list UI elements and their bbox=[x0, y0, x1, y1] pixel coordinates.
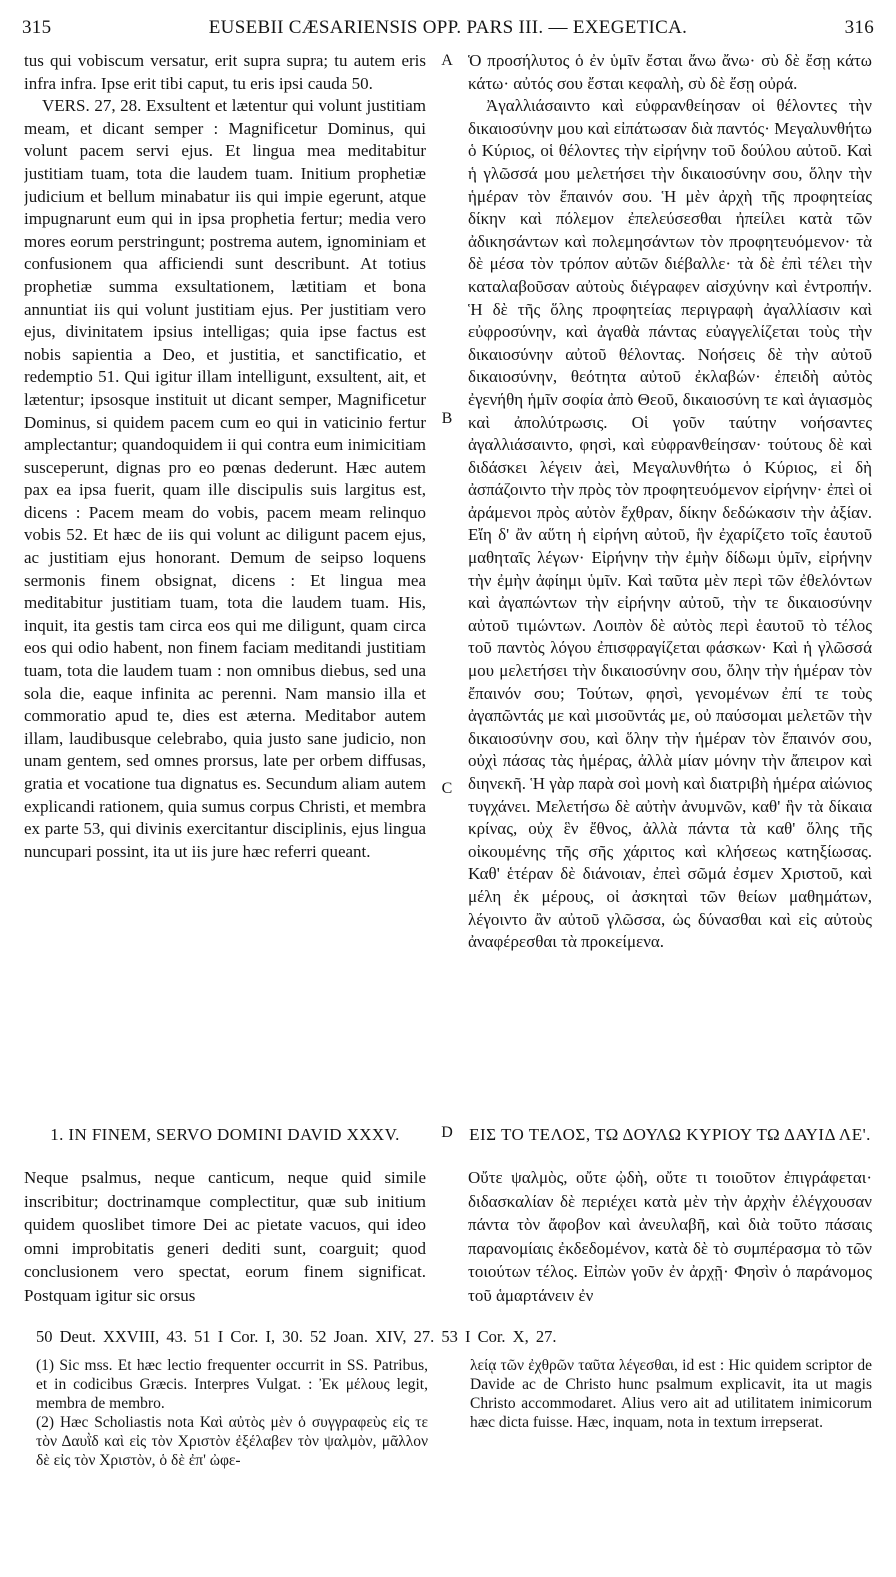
footnote-continuation: λείᾳ τῶν ἐχθρῶν ταῦτα λέγεσθαι, id est : Hic quidem scriptor de Davide ac de Christo hunc psalmum explicavit, ita ut magis Christo accommodaret. Alius vero ait ad utilitatem inimicorum hæc dicta fuisse. Hæc, inquam, nota in textum irrepserat. bbox=[470, 1357, 872, 1431]
latin-section-text: Neque psalmus, neque canticum, neque quid simile inscribitur; doctrinamque complectitur, quæ sub initium quidem quoslibet timore Dei ac pietate vacuos, qui ideo omni improbitatis generi dediti sunt, coarguit; quod conclusionem vero spectat, eorum finem significat. Postquam igitur sic orsus bbox=[24, 1168, 426, 1305]
margin-marker-a: A bbox=[441, 52, 453, 69]
latin-paragraph: tus qui vobiscum versatur, erit supra supra; tu autem eris infra infra. Ipse erit tibi caput, tu eris ipsi cauda 50. bbox=[24, 51, 426, 93]
footnote: (2) Hæc Scholiastis nota Καὶ αὐτὸς μὲν ὁ συγγραφεὺς εἰς τε τὸν Δαυῒδ καὶ εἰς τὸν Χριστὸν ἐξέλαβεν τὸν ψαλμὸν, μᾶλλον δὲ εἰς τὸν Χριστὸν, ὁ δὲ ἐπ' ὠφε- bbox=[36, 1414, 428, 1469]
footnotes-left bbox=[36, 1356, 428, 1470]
running-title: EUSEBII CÆSARIENSIS OPP. PARS III. — EXEGETICA. bbox=[208, 17, 688, 38]
margin-marker-b: B bbox=[441, 410, 453, 427]
latin-paragraph: VERS. 27, 28. Exsultent et lætentur qui volunt justitiam meam, et dicant semper : Magnificetur Dominus, qui volunt pacem servi ejus. Et lingua mea meditabitur justitiam tuam, tota die laudem tuam. Initium prophetiæ judicium et bellum minabatur iis qui impie egerunt, atque impugnarunt eum qui in ipsa prophetia fertur; media vero mores eorum perstringunt; postrema autem, ignominiam et confusionem qua afficiendi sunt describunt. At totius prophetiæ summa exsultationem, lætitiam et bona annuntiat iis qui volunt justitiam ejus. Per justitiam vero ejus, divinitatem ipsius intelligas; quia ipse factus est nobis sapientia a Deo, et justitia, et sanctificatio, et redemptio 51. Qui igitur illam intelligunt, exsultent, ait, et lætentur; ipsosque instituit ut dicant semper, Magnificetur Dominus, si quidem pacem cum eo qui in vaticinio fertur amplectantur; quandoquidem ii qui contra eum inimicitiam susceperunt, dignas pro eo pœnas dederunt. Hæc autem pax ea ipsa fuerit, quam ille discipulis suis largitus est, dicens : Pacem meam do vobis, pacem meam relinquo vobis 52. Et hæc de iis qui volunt ac diligunt pacem ejus, ac justitiam ejus honorant. Demum de seipso loquens sermonis finem obsignat, dicens : Et lingua mea meditabitur justitiam tuam, tota die laudem tuam. His, inquit, ita gestis tam circa eos qui me diligunt, quam circa eos qui odio habent, non finem faciam meditandi justitiam tuam, tota die laudem tuam : non omnibus diebus, sed una sola die, eaque infinita ac perenni. Nam mansio illa et commoratio apud te, dies est æterna. Meditabor autem illam, laudibusque celebrabo, quia justo sane judicio, non unam gentem, sed omnes prorsus, late per orbem diffusas, gratia et vocatione tua dignatus es. Secundum aliam autem explicandi rationem, quia sumus corpus Christi, et membra ex parte 53, qui divinis exercitantur disciplinis, ejus lingua nuncupari possint, ita ut iis jure hæc referri queant. bbox=[24, 96, 426, 861]
latin-column bbox=[24, 50, 426, 1080]
greek-section-text: Οὔτε ψαλμὸς, οὔτε ᾠδὴ, οὔτε τι τοιοῦτον ἐπιγράφεται· διδασκαλίαν δὲ περιέχει κατὰ μὲν τὴν ἀρχὴν ἐλέγχουσαν πάντα τὸν ἄφοβον καὶ ἀνευλαβῆ, καὶ διὰ τοῦτο πάσαις παρανομίαις ἐκδεδομένον, κατὰ δὲ τὸ συμπέρασμα τὸ τῶν τοιούτων τέλος. Εἰπὼν γοῦν ἐν ἀρχῇ· Φησὶν ὁ παράνομος τοῦ ἁμαρτάνειν ἐν bbox=[468, 1168, 872, 1305]
footnotes-right bbox=[470, 1356, 872, 1432]
margin-marker-d: D bbox=[441, 1124, 453, 1141]
page-number-right: 316 bbox=[844, 17, 874, 38]
greek-paragraph: Ἀγαλλιάσαιντο καὶ εὐφρανθείησαν οἱ θέλοντες τὴν δικαιοσύνην μου καὶ εἰπάτωσαν διὰ παντός· Μεγαλυνθήτω ὁ Κύριος, οἱ θέλοντες τὴν εἰρήνην τοῦ δούλου αὐτοῦ. Καὶ ἡ γλῶσσά μου μελετήσει τὴν δικαιοσύνην σου, ὅλην τὴν ἡμέραν τὸν ἔπαινόν σου. Ἡ μὲν ἀρχὴ τῆς προφητείας δίκην καὶ πόλεμον ἐπελεύσεσθαι ἠπείλει κατὰ τῶν ἀδικησάντων καὶ πολεμησάντων τὸν προφητευόμενον· τὰ δὲ μέσα τὸν τρόπον αὐτῶν διέβαλλε· τὰ δὲ ἐπὶ τέλει τὴν καταλαβοῦσαν αὐτοὺς διέγραφεν αἰσχύνην καὶ ἐντροπήν. Ἡ δὲ τῆς ὅλης προφητείας περιγραφὴ ἀγαλλίασιν καὶ εὐφροσύνην, καὶ ἀγαθὰ πάντας εὐαγγελίζεται τοὺς τὴν δικαιοσύνην αὐτοῦ θέλοντας. Νοήσεις δὲ τὴν αὐτοῦ δικαιοσύνην, θεότητα αὐτοῦ ἐκλαβών· ἐπειδὴ αὐτὸς ἐγενήθη ἡμῖν σοφία ἀπὸ Θεοῦ, δικαιοσύνη τε καὶ ἁγιασμὸς καὶ ἀπολύτρωσις. Οἱ γοῦν ταύτην νοήσαντες ἀγαλλιάσαιντο, φησὶ, καὶ εὐφρανθείησαν· τούτους δὲ καὶ διδάσκει λέγειν ἀεὶ, Μεγαλυνθήτω ὁ Κύριος, εἰ δὴ ἀσπάζοιντο τὴν πρὸς τὸν προφητευόμενον εἰρήνην· ἐπεὶ οἱ ἀράμενοι πρὸς αὐτὸν ἔχθραν, δίκην δεδώκασιν τὴν ἀξίαν. Εἴη δ' ἂν αὕτη ἡ εἰρήνη αὐτοῦ, ἣν ἐχαρίζετο τοῖς ἑαυτοῦ μαθηταῖς λέγων· Εἰρήνην τὴν ἐμὴν δίδωμι ὑμῖν, εἰρήνην τὴν ἐμὴν ἀφίημι ὑμῖν. Καὶ ταῦτα μὲν περὶ τῶν ἐθελόντων καὶ ἀγαπώντων τὴν εἰρήνην αὐτοῦ, τὴν τε δικαιοσύνην αὐτοῦ τιμώντων. Λοιπὸν δὲ αὐτὸς περὶ ἑαυτοῦ τὸ τέλος τοῦ παντὸς λόγου ἐπισφραγίζεται φάσκων· Καὶ ἡ γλῶσσά μου μελετήσει τὴν δικαιοσύνην σου, ὅλην τὴν ἡμέραν τὸν ἔπαινόν σου; Τούτων, φησὶ, γενομένων ἐπί τε τοὺς ἀγαπῶντάς με καὶ μισοῦντάς με, οὐ παύσομαι μελετῶν τὴν δικαιοσύνην σου, καὶ ὅλην τὴν ἡμέραν τὸν ἔπαινόν σου, οὐχὶ πάσας τὰς ἡμέρας, ἀλλὰ μίαν μόνην τὴν ἄπειρον καὶ διηνεκῆ. Ἡ γὰρ παρὰ σοὶ μονὴ καὶ διατριβὴ ἡμέρα αἰώνιος τυγχάνει. Μελετήσω δὲ αὐτὴν ἀνυμνῶν, καθ' ἣν τὰ δίκαια κρίνας, οὐχ ἓν ἔθνος, ἀλλὰ πάντα τὰ καθ' ὅλης τῆς οἰκουμένης τῆς σῆς χάριτος καὶ κλήσεως κατηξίωσας. Καθ' ἑτέραν δὲ διάνοιαν, ἐπεὶ σῶμά ἐσμεν Χριστοῦ, καὶ μέλη ἐκ μέρους, οἱ ἀσκηταὶ τῶν θείων μαθημάτων, λέγοιντο ἂν αὐτοῦ γλῶσσα, ὡς δύνασθαι καὶ εἰς αὐτοὺς ἀναφέρεσθαι τὰ προκείμενα. bbox=[468, 96, 872, 952]
running-header bbox=[22, 14, 874, 42]
greek-paragraph: Ὁ προσήλυτος ὁ ἐν ὑμῖν ἔσται ἄνω ἄνω· σὺ δὲ ἔσῃ κάτω κάτω· αὐτός σου ἔσται κεφαλὴ, σὺ δὲ ἔσῃ οὐρά. bbox=[468, 51, 872, 93]
greek-section-heading: ΕΙΣ ΤΟ ΤΕΛΟΣ, ΤΩ ΔΟΥΛΩ ΚΥΡΙΟΥ ΤΩ ΔΑΥΙΔ ΛΕ'. bbox=[469, 1125, 871, 1144]
footnote: (1) Sic mss. Et hæc lectio frequenter occurrit in SS. Patribus, et in codicibus Græcis. Interpres Vulgat. : Ἐκ μέλους legit, membra de membro. bbox=[36, 1357, 428, 1412]
greek-column bbox=[468, 50, 872, 1080]
scripture-references: 50 Deut. XXVIII, 43. 51 I Cor. I, 30. 52 Joan. XIV, 27. 53 I Cor. X, 27. bbox=[36, 1327, 557, 1346]
page-number-left: 315 bbox=[22, 17, 52, 38]
margin-marker-c: C bbox=[441, 780, 453, 797]
latin-section-heading: 1. IN FINEM, SERVO DOMINI DAVID XXXV. bbox=[50, 1125, 400, 1144]
